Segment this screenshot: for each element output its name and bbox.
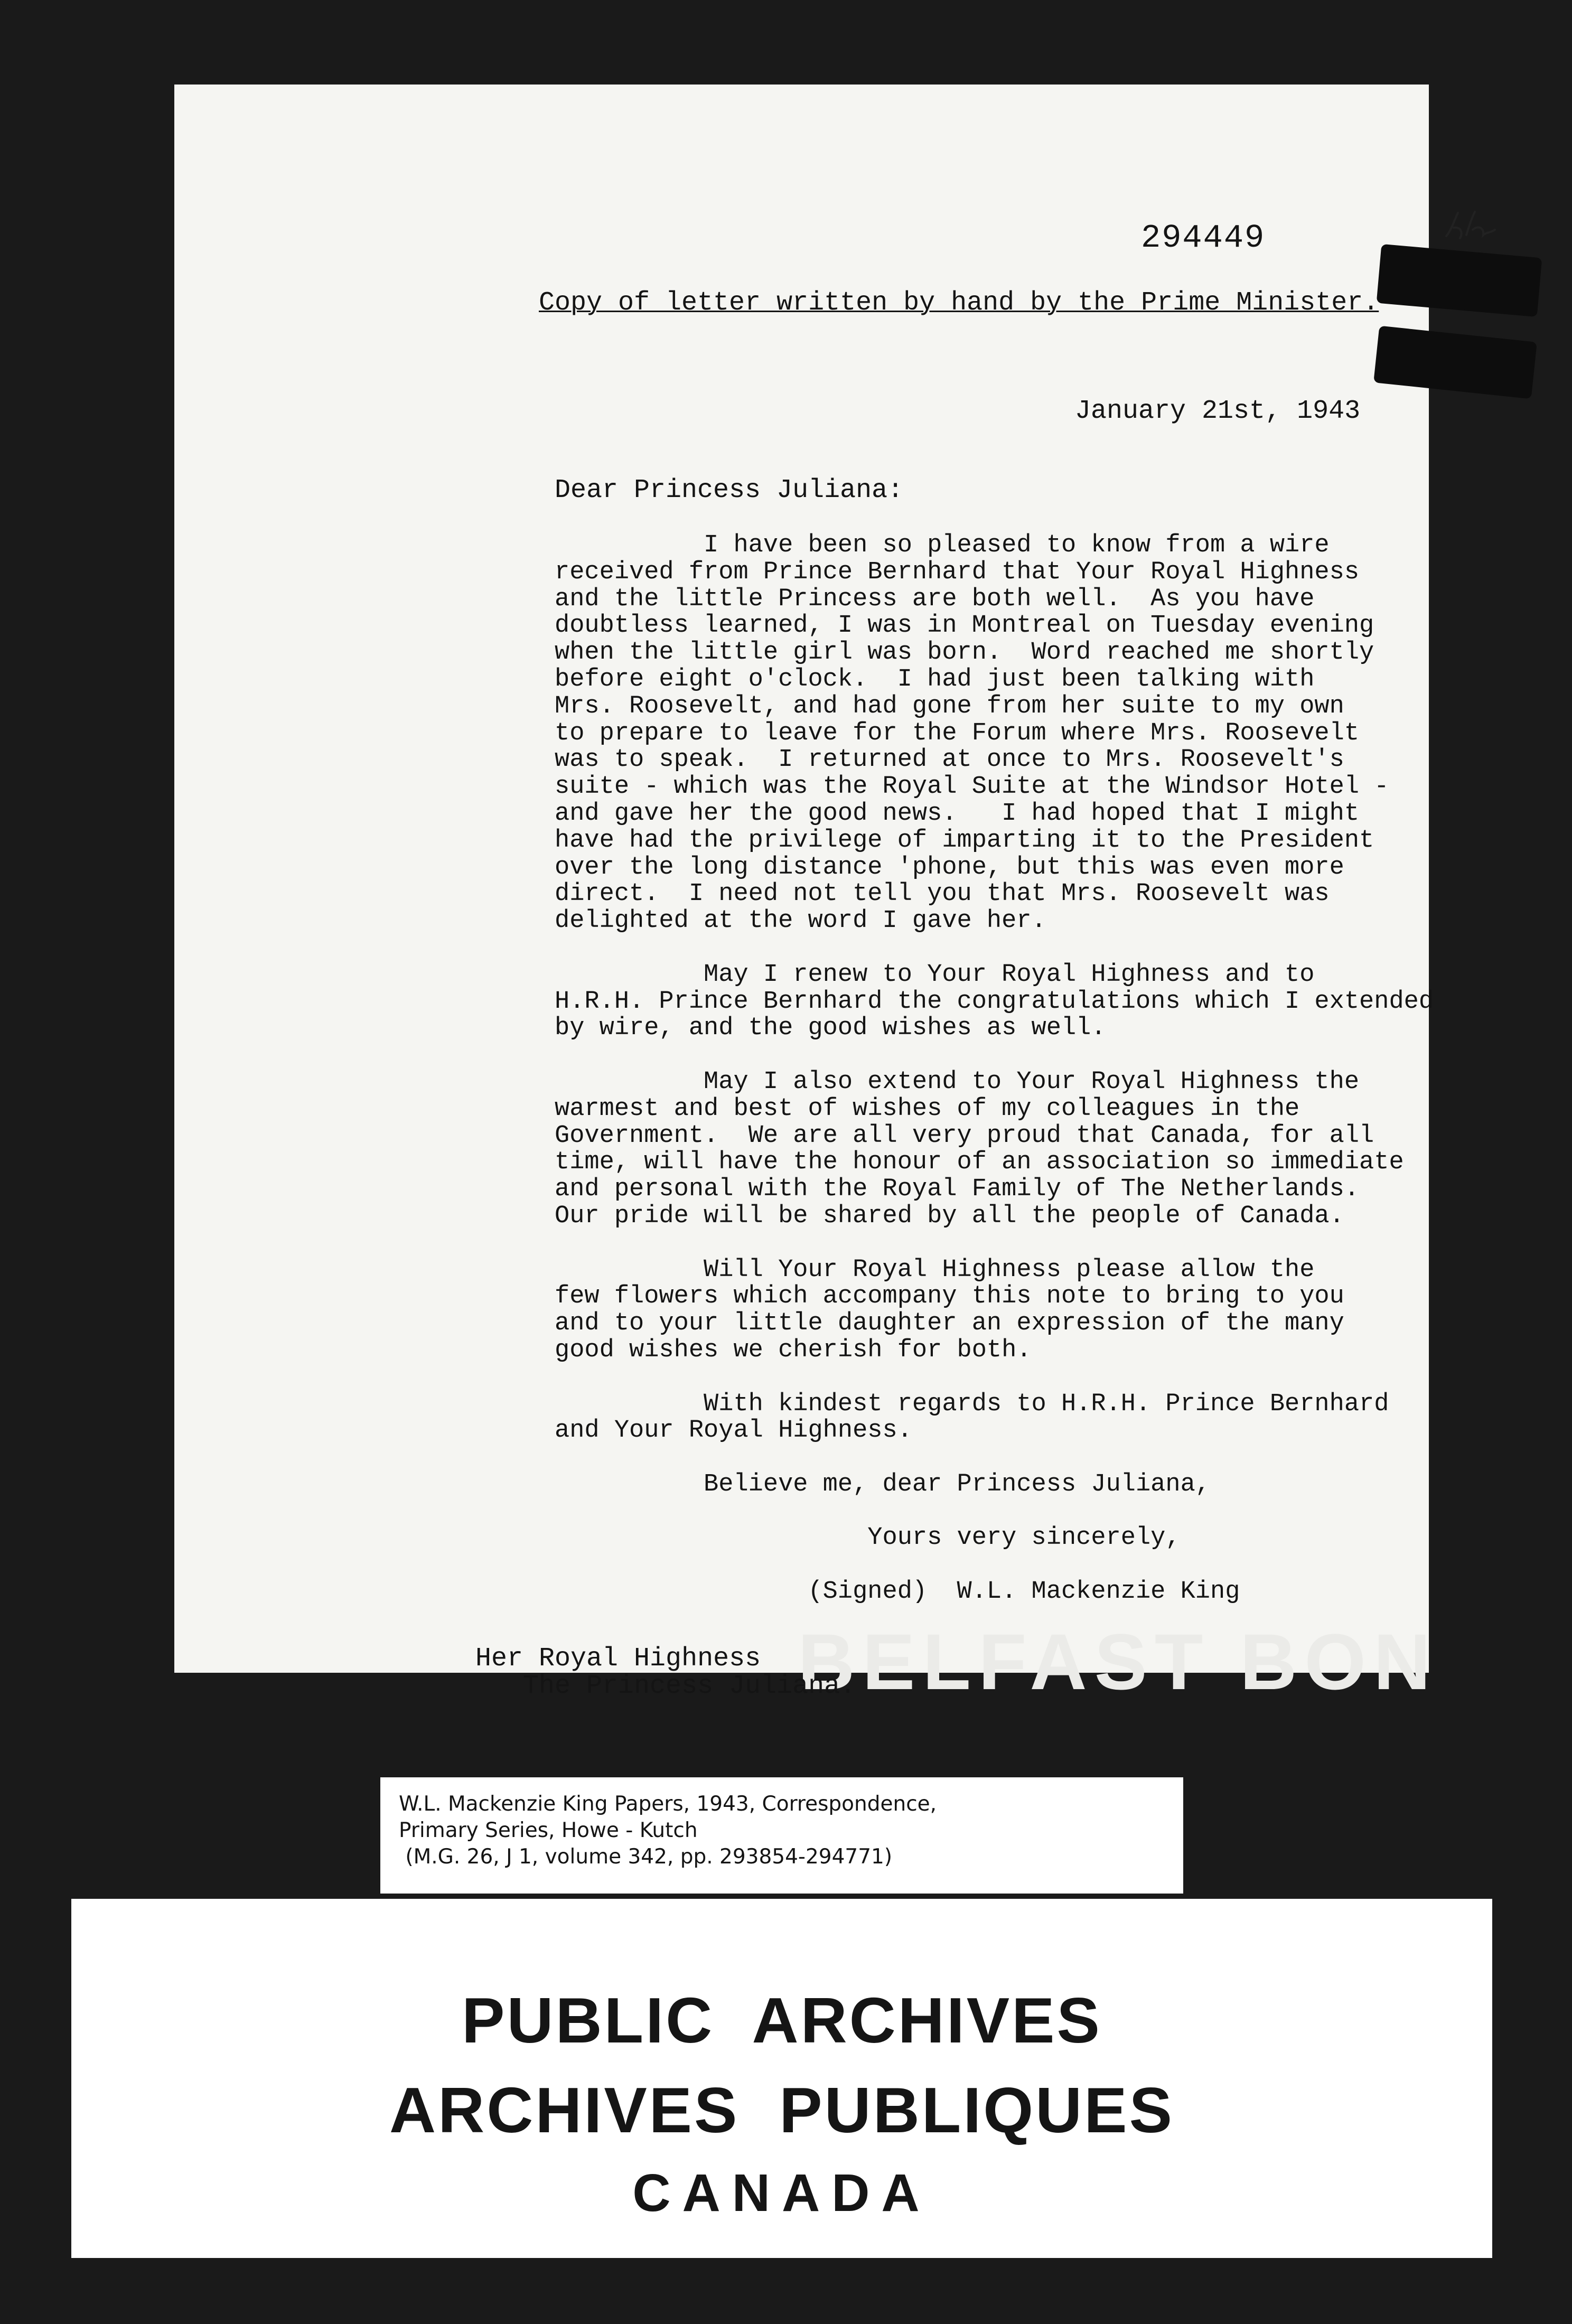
reference-line: W.L. Mackenzie King Papers, 1943, Correspondence, (399, 1792, 937, 1816)
redaction-bar (1377, 244, 1542, 317)
letter-heading: Copy of letter written by hand by the Prime Minister. (539, 288, 1379, 318)
letter-body: I have been so pleased to know from a wire received from Prince Bernhard that Your Royal Highness and the little Princess are both well. As you have doubtless learned, I was in Montreal on Tuesday evening when the little girl was born. Word reached me shortly before eight o'clock. I had just been talking with Mrs. Roosevelt, and had gone from her suite to my own to prepare to leave for the Forum where Mrs. Roosevelt was to speak. I returned at once to Mrs. Roosevelt's suite - which was the Royal Suite at the Windsor Hotel - and gave her the good news. I had hoped that I might have had the privilege of imparting it to the President over the long distance 'phone, but this was even more direct. I need not tell you that Mrs. Roosevelt was delighted at the word I gave her. May I renew to Your Royal Highness and to H.R.H. Prince Bernhard the congratulations which I extended by wire, and the good wishes as well. May I also extend to Your Royal Highness the warmest and best of wishes of my colleagues in the Government. We are all very proud that Canada, for all time, will have the honour of an association so immediate and personal with the Royal Family of The Netherlands. Our pride will be shared by all the people of Canada. Will Your Royal Highness please allow the few flowers which accompany this note to bring to you and to your little daughter an expression of the many good wishes we cherish for both. With kindest regards to H.R.H. Prince Bernhard and Your Royal Highness. Believe me, dear Princess Juliana, Yours very sincerely, (Signed) W.L. Mackenzie King (555, 531, 1434, 1606)
stamp-line-archives-publiques: ARCHIVES PUBLIQUES (389, 2074, 1174, 2146)
document-number: 294449 (1141, 219, 1266, 257)
reference-line: (M.G. 26, J 1, volume 342, pp. 293854-294771) (399, 1845, 893, 1869)
handwritten-initials (1442, 209, 1500, 246)
stamp-line-public-archives: PUBLIC ARCHIVES (462, 1984, 1102, 2056)
stamp-line-canada: CANADA (632, 2163, 931, 2223)
show-through-text: BELFAST BON (798, 1617, 1438, 1706)
salutation: Dear Princess Juliana: (555, 475, 904, 505)
archives-stamp (71, 1899, 1492, 2258)
letter-sheet (174, 85, 1438, 1706)
reference-label (380, 1777, 1183, 1894)
reference-line: Primary Series, Howe - Kutch (399, 1819, 698, 1842)
redaction-bar (1373, 326, 1537, 399)
addressee-block: Her Royal Highness The Princess Juliana. (475, 1644, 856, 1701)
letter-date: January 21st, 1943 (1075, 396, 1361, 426)
